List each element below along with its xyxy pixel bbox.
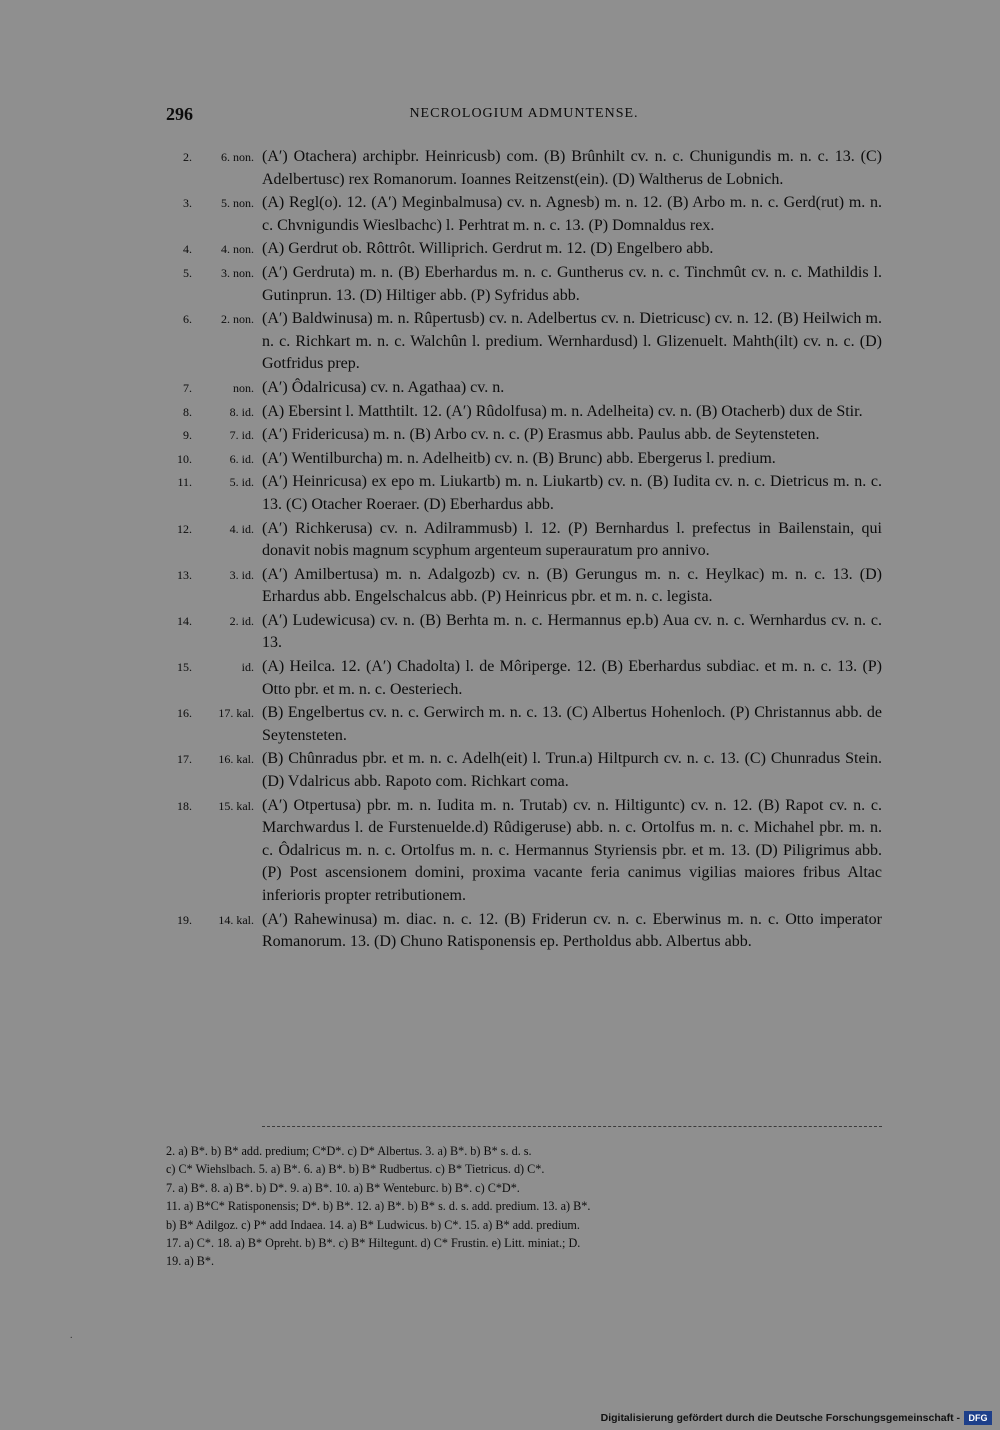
entry-text: (A) Gerdrut ob. Rôttrôt. Williprich. Gerdrut m. 12. (D) Engelbero abb.: [262, 240, 714, 258]
entry-date: 5. id.: [229, 475, 254, 490]
entry-date: 2. id.: [229, 613, 254, 628]
entry-date: 3. id.: [229, 567, 254, 582]
page-speck: .: [70, 1330, 73, 1341]
entry-day: 18.: [177, 798, 192, 813]
entry-text: (A) Heilca. 12. (A′) Chadolta) l. de Môriperge. 12. (B) Eberhardus subdiac. et m. n. c. 13. (P) Otto pbr. et m. n. c. Oesteriech.: [262, 658, 882, 698]
entry-text: (A′) Ôdalricusa) cv. n. Agathaa) cv. n.: [262, 378, 505, 396]
footnote-line: b) B* Adilgoz. c) P* add Indaea. 14. a) B* Ludwicus. b) C*. 15. a) B* add. predium.: [166, 1217, 580, 1232]
necrology-entry: [166, 564, 882, 609]
entry-date: 7. id.: [229, 428, 254, 443]
entry-text: (A′) Otpertusa) pbr. m. n. Iudita m. n. Trutab) cv. n. Hiltiguntc) cv. n. 12. (B) Rapot cv. n. c. Marchwardus l. de Furstenuelde.d) Rûdigeruse) abb. n. c. Ortolfus m. n. c. Michahel pbr. m. n. c. Ôdalricus m. n. c. Ortolfus m. n. c. Hermannus Styriensis pbr. et m. 13. (D) Piligrimus abb. (P) Post ascensionem domini, proxima vacante feria canimus vigilias maiores fribus Altac inferioris propter retributionem.: [262, 796, 882, 904]
entry-date: 6. non.: [221, 150, 254, 164]
entry-day: 19.: [177, 912, 192, 927]
necrology-entry: [166, 702, 882, 747]
entry-text: (A′) Gerdruta) m. n. (B) Eberhardus m. n. c. Guntherus cv. n. c. Tinchmût cv. n. c. Mathildis l. Gutinprun. 13. (D) Hiltiger abb. (P) Syfridus abb.: [262, 263, 882, 304]
entry-day: 7.: [183, 380, 192, 395]
entry-text: (A′) Ludewicusa) cv. n. (B) Berhta m. n. c. Hermannus ep.b) Aua cv. n. c. Wernhardus cv. n. c. 13.: [262, 611, 882, 652]
entry-text: (A′) Wentilburcha) m. n. Adelheitb) cv. n. (B) Brunc) abb. Ebergerus l. predium.: [262, 449, 776, 467]
necrology-entry: [166, 424, 882, 447]
necrology-entry: [166, 909, 882, 954]
entry-date: 4. non.: [221, 242, 254, 257]
entry-date: 4. id.: [229, 521, 254, 536]
entry-date: 5. non.: [221, 196, 254, 211]
entry-day: 14.: [177, 613, 192, 628]
entry-date: 8. id.: [229, 404, 254, 419]
entry-day: 3.: [183, 196, 192, 211]
entry-date: 2. non.: [221, 312, 254, 327]
footnote-line: c) C* Wiehslbach. 5. a) B*. 6. a) B*. b) B* Rudbertus. c) B* Tietricus. d) C*.: [166, 1162, 545, 1177]
footnote-line: 2. a) B*. b) B* add. predium; C*D*. c) D* Albertus. 3. a) B*. b) B* s. d. s.: [166, 1144, 532, 1158]
footnote-line: 11. a) B*C* Ratisponensis; D*. b) B*. 12. a) B*. b) B* s. d. s. add. predium. 13. a) B*.: [166, 1199, 591, 1214]
funding-notice: Digitalisierung gefördert durch die Deutsche Forschungsgemeinschaft -: [600, 1412, 960, 1424]
necrology-entry: [166, 748, 882, 793]
page-title: NECROLOGIUM ADMUNTENSE.: [409, 106, 639, 121]
entry-text: (A′) Heinricusa) ex epo m. Liukartb) m. n. Liukartb) cv. n. (B) Iudita cv. n. c. Dietricus m. n. c. 13. (C) Otacher Roeraer. (D) Eberhardus abb.: [262, 473, 882, 513]
entry-day: 6.: [183, 312, 192, 327]
necrology-entry: [166, 656, 882, 701]
necrology-entry: [166, 146, 882, 191]
entry-day: 15.: [177, 660, 192, 675]
entry-day: 16.: [177, 706, 192, 721]
entry-text: (A′) Fridericusa) m. n. (B) Arbo cv. n. c. (P) Erasmus abb. Paulus abb. de Seytensteten.: [262, 426, 820, 444]
entry-day: 10.: [177, 451, 192, 466]
entry-text: (A′) Richkerusa) cv. n. Adilrammusb) l. 12. (P) Bernhardus l. prefectus in Bailenstain, qui donavit nobis magnum scyphum argenteum superauratum pro annivo.: [262, 519, 882, 560]
dfg-logo: DFG: [964, 1411, 992, 1425]
necrology-entry: [166, 471, 882, 516]
entry-text: (A′) Baldwinusa) m. n. Rûpertusb) cv. n. Adelbertus cv. n. Dietricusc) cv. n. 12. (B) Heilwich m. n. c. Richkart m. n. c. Walchûn l. predium. Wernhardusd) l. Glizenuelt. Mahth(ilt) cv. n. c. (D) Gotfridus prep.: [262, 310, 882, 373]
footnote-line: 17. a) C*. 18. a) B* Opreht. b) B*. c) B* Hiltegunt. d) C* Frustin. e) Litt. miniat.; D.: [166, 1236, 581, 1251]
footnote-separator: [262, 1126, 882, 1127]
footnote-line: 7. a) B*. 8. a) B*. b) D*. 9. a) B*. 10. a) B* Wenteburc. b) B*. c) C*D*.: [166, 1180, 520, 1195]
necrology-entry: [166, 795, 882, 908]
entry-text: (A) Ebersint l. Matthtilt. 12. (A′) Rûdolfusa) m. n. Adelheita) cv. n. (B) Otacherb) dux de Stir.: [262, 402, 863, 420]
entry-day: 12.: [177, 521, 192, 536]
entry-text: (A) Regl(o). 12. (A′) Meginbalmusa) cv. n. Agnesb) m. n. 12. (B) Arbo m. n. c. Gerd(rut) m. n. c. Chvnigundis Wieslbachc) l. Perhtrat m. n. c. 13. (P) Domnaldus rex.: [262, 194, 882, 234]
necrology-entry: [166, 238, 882, 261]
entry-date: 16. kal.: [218, 752, 254, 767]
necrology-entry: [166, 448, 882, 471]
page-number: 296: [166, 104, 193, 124]
necrology-entry: [166, 518, 882, 563]
page-header: [166, 104, 882, 130]
entry-text: (A′) Rahewinusa) m. diac. n. c. 12. (B) Friderun cv. n. c. Eberwinus m. n. c. Otto imperator Romanorum. 13. (D) Chuno Ratisponensis ep. Pertholdus abb. Albertus abb.: [262, 910, 882, 951]
entry-day: 2.: [183, 150, 192, 164]
entry-date: 17. kal.: [218, 706, 254, 721]
entry-text: (A′) Amilbertusa) m. n. Adalgozb) cv. n. (B) Gerungus m. n. c. Heylkac) m. n. c. 13. (D) Erhardus abb. Engelschalcus abb. (P) Heinricus pbr. et m. n. c. legista.: [262, 565, 882, 606]
entry-date: 3. non.: [221, 265, 254, 280]
necrology-entry: [166, 308, 882, 376]
entry-day: 9.: [183, 428, 192, 443]
necrology-entry: [166, 401, 882, 424]
entry-day: 8.: [183, 404, 192, 419]
entry-text: (B) Chûnradus pbr. et m. n. c. Adelh(eit) l. Trun.a) Hiltpurch cv. n. c. 13. (C) Chunradus Stein. (D) Vdalricus abb. Rapoto com. Richkart coma.: [262, 750, 882, 791]
digitization-bar: [0, 1408, 1000, 1430]
entry-day: 13.: [177, 567, 192, 582]
entry-date: 14. kal.: [218, 912, 254, 927]
footnote-line: 19. a) B*.: [166, 1254, 215, 1269]
entry-text: (A′) Otachera) archipbr. Heinricusb) com. (B) Brûnhilt cv. n. c. Chunigundis m. n. c. 13. (C) Adelbertusc) rex Romanorum. Ioannes Reitzenst(ein). (D) Waltherus de Lobnich.: [262, 148, 882, 188]
entry-text: (B) Engelbertus cv. n. c. Gerwirch m. n. c. 13. (C) Albertus Hohenloch. (P) Christannus abb. de Seytensteten.: [262, 704, 882, 744]
entry-date: 6. id.: [229, 451, 254, 466]
necrology-entries: [166, 146, 882, 955]
entry-date: non.: [233, 380, 254, 395]
entry-day: 4.: [183, 242, 192, 257]
entry-day: 17.: [177, 752, 192, 767]
footnotes: [166, 1142, 882, 1271]
necrology-entry: [166, 610, 882, 655]
necrology-entry: [166, 192, 882, 237]
entry-date: 15. kal.: [218, 798, 254, 813]
entry-day: 11.: [177, 475, 192, 490]
necrology-entry: [166, 377, 882, 400]
entry-day: 5.: [183, 265, 192, 280]
necrology-entry: [166, 262, 882, 307]
entry-date: id.: [241, 660, 254, 675]
